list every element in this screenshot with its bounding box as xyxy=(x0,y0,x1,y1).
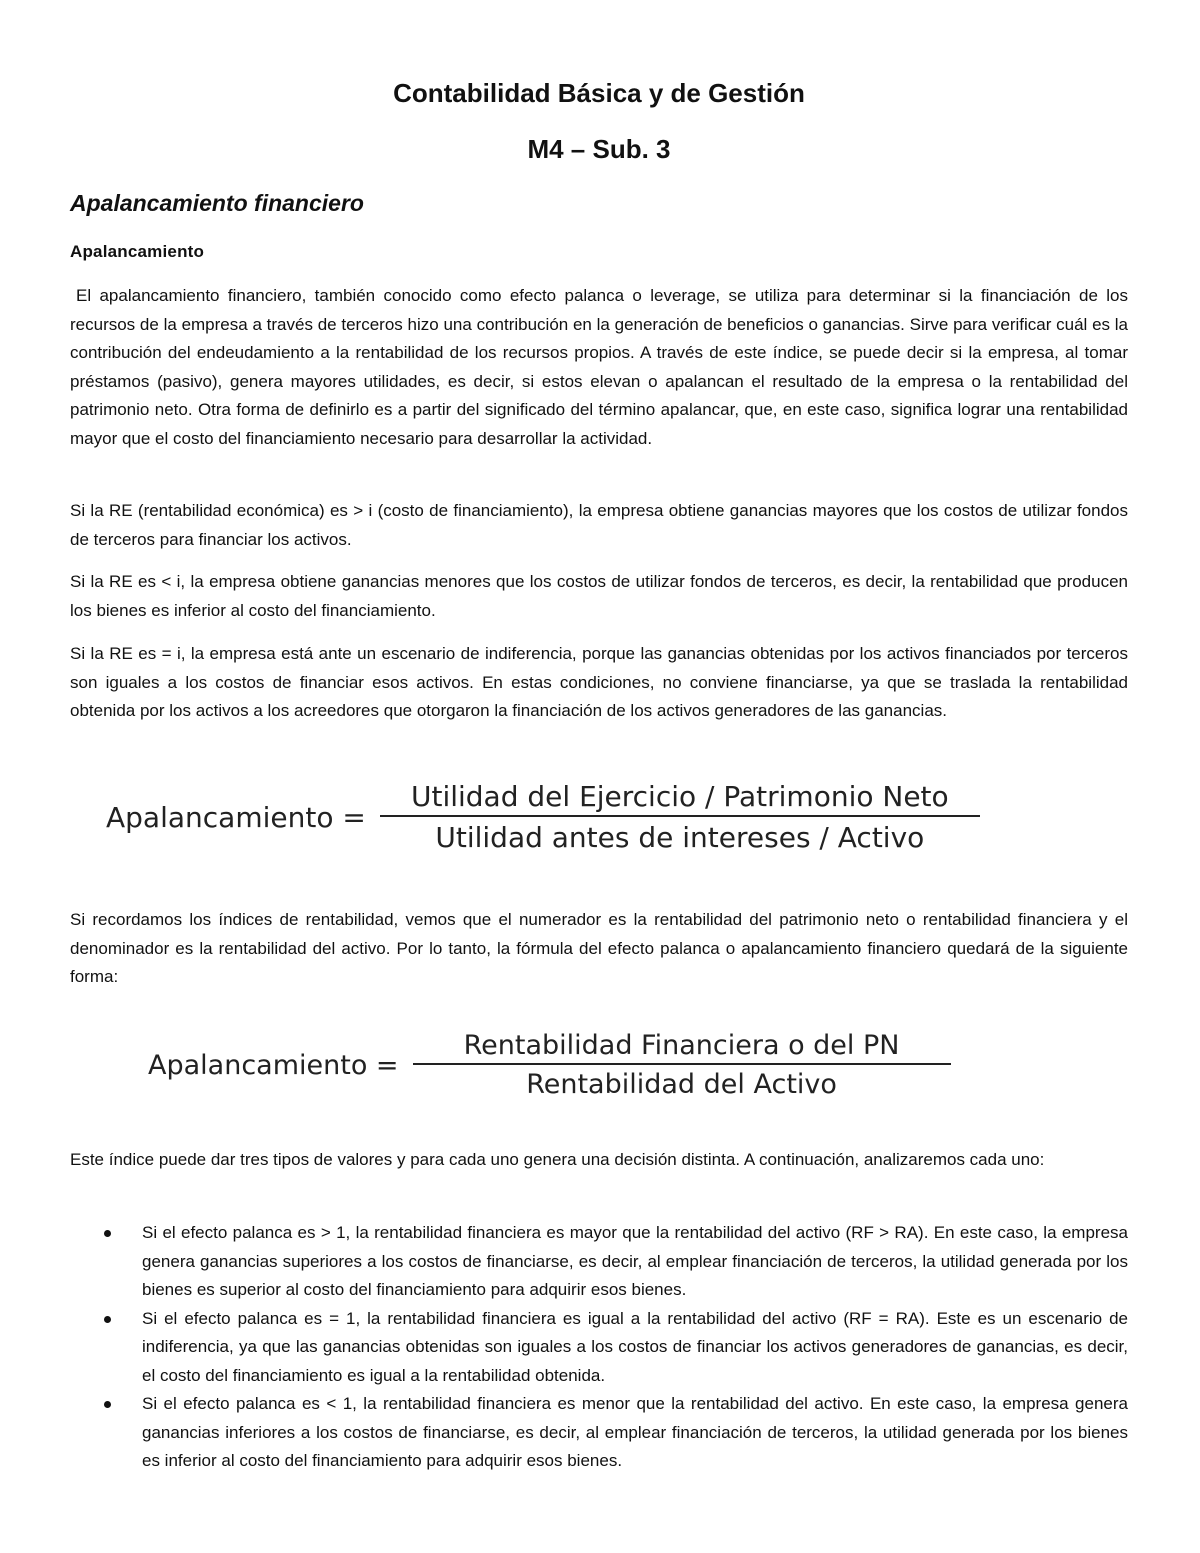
formula-denominator: Utilidad antes de intereses / Activo xyxy=(435,821,925,854)
sub-heading: Apalancamiento xyxy=(70,242,205,261)
bullet-icon xyxy=(104,1316,111,1323)
formula-numerator: Rentabilidad Financiera o del PN xyxy=(463,1030,900,1061)
list-item-text: Si el efecto palanca es < 1, la rentabilidad financiera es menor que la rentabilidad del activo. En este caso, la empresa genera ganancias inferiores a los costos de financiarse, es decir, al emplear financiación de terceros, la utilidad generada por los bienes es inferior al costo del financiamiento para adquirir esos bienes. xyxy=(142,1394,1128,1470)
paragraph-re-equal: Si la RE es = i, la empresa está ante un escenario de indiferencia, porque las ganancias obtenidas por los activos financiados por terceros son iguales a los costos de financiar esos activos. En estas condiciones, no conviene financiarse, ya que se traslada la rentabilidad obtenida por los activos a los acreedores que otorgaron la financiación de los activos generadores de las ganancias. xyxy=(70,644,1128,720)
bullet-icon xyxy=(104,1401,111,1408)
formula-lhs: Apalancamiento = xyxy=(148,1049,399,1081)
paragraph-rentabilidad-indices: Si recordamos los índices de rentabilidad, vemos que el numerador es la rentabilidad del patrimonio neto o rentabilidad financiera y el denominador es la rentabilidad del activo. Por lo tanto, la fórmula del efecto palanca o apalancamiento financiero quedará de la siguiente forma: xyxy=(70,910,1128,986)
paragraph-definition: El apalancamiento financiero, también conocido como efecto palanca o leverage, se utiliza para determinar si la financiación de los recursos de la empresa a través de terceros hizo una contribución en la generación de beneficios o ganancias. Sirve para verificar cuál es la contribución del endeudamiento a la rentabilidad de los recursos propios. A través de este índice, se puede decir si la empresa, al tomar préstamos (pasivo), genera mayores utilidades, es decir, si estos elevan o apalancan el resultado de la empresa o la rentabilidad del patrimonio neto. Otra forma de definirlo es a partir del significado del término apalancar, que, en este caso, significa lograr una rentabilidad mayor que el costo del financiamiento necesario para desarrollar la actividad. xyxy=(70,286,1128,448)
formula-apalancamiento-rentabilidad xyxy=(148,1030,951,1100)
formula-apalancamiento-utilidad xyxy=(106,780,980,854)
list-item xyxy=(70,1219,1128,1305)
formula-lhs: Apalancamiento = xyxy=(106,800,366,834)
formula-fraction xyxy=(413,1030,951,1100)
paragraph-three-values: Este índice puede dar tres tipos de valores y para cada uno genera una decisión distinta. A continuación, analizaremos cada uno: xyxy=(70,1150,1045,1169)
list-item-text: Si el efecto palanca es > 1, la rentabilidad financiera es mayor que la rentabilidad del activo (RF > RA). En este caso, la empresa genera ganancias superiores a los costos de financiarse, es decir, al emplear financiación de terceros, la utilidad generada por los bienes es superior al costo del financiamiento para adquirir esos bienes. xyxy=(142,1223,1128,1299)
document-title: Contabilidad Básica y de Gestión xyxy=(393,78,805,108)
bullet-icon xyxy=(104,1230,111,1237)
document-subtitle: M4 – Sub. 3 xyxy=(527,134,671,164)
formula-denominator: Rentabilidad del Activo xyxy=(526,1069,837,1100)
list-item xyxy=(70,1305,1128,1391)
list-item-text: Si el efecto palanca es = 1, la rentabilidad financiera es igual a la rentabilidad del activo (RF = RA). Este es un escenario de indiferencia, ya que las ganancias obtenidas son iguales a los costos de financiar los activos generadores de ganancias, es decir, el costo del financiamiento es igual a la rentabilidad obtenida. xyxy=(142,1308,1128,1385)
bullet-list xyxy=(70,1219,1128,1476)
list-item xyxy=(70,1390,1128,1476)
formula-numerator: Utilidad del Ejercicio / Patrimonio Neto xyxy=(410,780,949,813)
section-heading: Apalancamiento financiero xyxy=(70,190,364,216)
paragraph-re-greater: Si la RE (rentabilidad económica) es > i (costo de financiamiento), la empresa obtiene ganancias mayores que los costos de utilizar fondos de terceros para financiar los activos. xyxy=(70,501,1128,549)
formula-fraction xyxy=(380,780,980,854)
paragraph-re-less: Si la RE es < i, la empresa obtiene ganancias menores que los costos de utilizar fondos de terceros, es decir, la rentabilidad que producen los bienes es inferior al costo del financiamiento. xyxy=(70,572,1128,620)
